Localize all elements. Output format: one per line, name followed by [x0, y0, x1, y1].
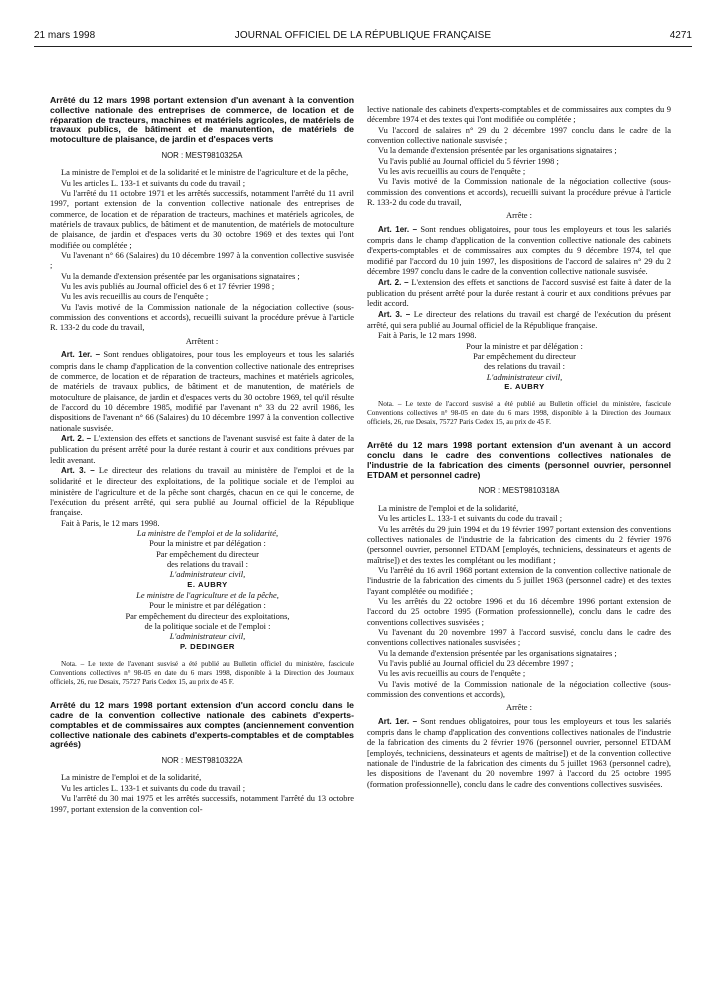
- right-column: [367, 104, 671, 789]
- signature-line: L'administrateur civil,: [169, 631, 246, 642]
- nota-note: Nota. – Le texte de l'accord susvisé a été publié au Bulletin officiel du ministère, fascicule Conventions collectives n° 98-05 en date du 6 mars 1998, disponible à la Direction des Journaux officiels, 26, rue Desaix, 75727 Paris Cedex 15, au prix de 45 F.: [367, 400, 671, 427]
- article-paragraph: [50, 465, 354, 518]
- section-gap: [50, 687, 354, 701]
- signatory-name: P. DEDINGER: [180, 641, 235, 651]
- article-label: Art. 3. –: [61, 465, 95, 475]
- body-paragraph: Vu l'avis motivé de la Commission nationale de la négociation collective (sous-commission des conventions et accords), recueilli suivant la procédure prévue à l'article R. 133-2 du code du travail,: [50, 301, 354, 333]
- body-paragraph: Vu la demande d'extension présentée par les organisations signataires ;: [378, 145, 617, 156]
- body-paragraph: Vu les articles L. 133-1 et suivants du code du travail ;: [61, 782, 246, 793]
- signatory-name: E. AUBRY: [187, 579, 228, 589]
- article-paragraph: [367, 224, 671, 277]
- body-paragraph: Vu les avis publiés au Journal officiel des 6 et 17 février 1998 ;: [61, 281, 275, 292]
- body-paragraph: Vu les arrêtés du 22 octobre 1996 et du 16 décembre 1996 portant extension de l'accord du 25 octobre 1995 (Formation professionnelle), conclu dans le cadre des conventions collectives susvisées ;: [367, 595, 671, 627]
- body-paragraph: Vu l'avenant n° 66 (Salaires) du 10 décembre 1997 à la convention collective susvisée ;: [50, 250, 354, 271]
- article-label: Art. 1er. –: [378, 716, 418, 726]
- body-paragraph: Vu l'arrêté du 30 mai 1975 et les arrêtés successifs, notamment l'arrêté du 13 octobre 1997, portant extension de la convention col-: [50, 793, 354, 814]
- body-paragraph: Vu la demande d'extension présentée par les organisations signataires ;: [61, 270, 300, 281]
- article-paragraph: [367, 277, 671, 309]
- article-label: Art. 3. –: [378, 309, 411, 319]
- signature-line: de la politique sociale et de l'emploi :: [144, 621, 271, 632]
- body-paragraph: Vu les arrêtés du 29 juin 1994 et du 19 février 1997 portant extension des conventions collectives nationales de l'industrie de la fabrication des ciments du 2 février 1976 (personnel ouvrier, personnel ETDAM [employés, techniciens, dessinateurs et agents de maîtrise]) et des textes les complétant ou les modifiant ;: [367, 523, 671, 565]
- section-gap: [367, 427, 671, 441]
- article-paragraph: [367, 716, 671, 789]
- continued-paragraph: lective nationale des cabinets d'experts-comptables et de commissaires aux comptes du 9 décembre 1974 et des textes qui l'ont modifiée ou complétée ;: [367, 104, 671, 125]
- decree-title: Arrêté du 12 mars 1998 portant extension d'un accord conclu dans le cadre de la convention collective nationale des cabinets d'experts-comptables et de commissaires aux comptes (anciennement convention collective nationale des cabinets d'experts-comptables et de comptables agréés): [50, 700, 354, 750]
- signature-line: des relations du travail :: [483, 361, 566, 372]
- article-text: Sont rendues obligatoires, pour tous les employeurs et tous les salariés compris dans le champ d'application de la convention collective nationale des entreprises de commerce, de location et de réparation de tracteurs, machines et matériels agricoles, de matériels de travaux publics, de bâtiment et de manutention, de matériels de motoculture de plaisance, de jardin et d'espaces verts du 30 octobre 1969, tel qu'il résulte de l'accord du 10 décembre 1985, modifié par l'avenant n° 33 du 22 avril 1986, les dispositions de l'avenant n° 66 (Salaires) du 10 décembre 1997 à la convention collective nationale susvisée.: [50, 349, 354, 433]
- body-paragraph: La ministre de l'emploi et de la solidarité,: [378, 502, 519, 513]
- body-paragraph: Vu les articles L. 133-1 et suivants du code du travail ;: [378, 513, 563, 524]
- body-paragraph: Vu les avis recueillis au cours de l'enquête ;: [378, 166, 526, 177]
- article-label: Art. 2. –: [378, 277, 409, 287]
- page-number: 4271: [669, 30, 692, 41]
- signature-line: Par empêchement du directeur: [156, 548, 259, 559]
- arrete-heading: Arrête :: [505, 702, 532, 713]
- signature-line: des relations du travail :: [166, 559, 249, 570]
- body-paragraph: La ministre de l'emploi et de la solidarité et le ministre de l'agriculture et de la pêche,: [61, 167, 349, 178]
- header-rule: [34, 46, 692, 47]
- article-label: Art. 1er. –: [378, 224, 418, 234]
- nor-reference: NOR : MEST9810322A: [161, 756, 243, 766]
- signature-line: Le ministre de l'agriculture et de la pêche,: [136, 590, 279, 601]
- signature-line: La ministre de l'emploi et de la solidarité,: [136, 528, 279, 539]
- page-header: [34, 30, 692, 44]
- arrete-heading: Arrêtent :: [185, 335, 219, 346]
- left-column: [50, 96, 354, 814]
- signature-line: L'administrateur civil,: [169, 569, 246, 580]
- body-paragraph: Vu l'avenant du 20 novembre 1997 à l'accord susvisé, conclu dans le cadre des conventions collectives nationales susvisées ;: [367, 626, 671, 648]
- article-text: Le directeur des relations du travail au ministère de l'emploi et de la solidarité et le directeur des exploitations, de la politique sociale et de l'emploi au ministère de l'agriculture et de la pêche sont chargés, chacun en ce qui le concerne, de l'exécution du présent arrêté, qui sera publié au Journal officiel de la République française.: [50, 464, 355, 518]
- body-paragraph: Vu l'arrêté du 16 avril 1968 portant extension de la convention collective nationale de l'industrie de la fabrication des ciments du 5 juillet 1963 (personnel cadre) et des textes l'ayant complétée ou modifiée ;: [367, 564, 671, 596]
- nor-reference: NOR : MEST9810318A: [478, 486, 560, 496]
- article-paragraph: [50, 349, 354, 433]
- article-label: Art. 1er. –: [61, 350, 101, 360]
- nota-note: Nota. – Le texte de l'avenant susvisé a été publié au Bulletin officiel du ministère, fascicule Conventions collectives n° 98-05 en date du 6 mars 1998, disponible à la Direction des Journaux officiels, 26, rue Desaix, 75727 Paris Cedex 15, au prix de 45 F.: [50, 660, 354, 687]
- signature-line: Pour le ministre et par délégation :: [149, 600, 266, 611]
- signature-line: L'administrateur civil,: [486, 371, 563, 382]
- article-label: Art. 2. –: [61, 433, 92, 443]
- article-paragraph: [50, 433, 354, 465]
- signature-line: Par empêchement du directeur: [473, 350, 576, 361]
- signature-line: Pour la ministre et par délégation :: [466, 340, 583, 351]
- body-paragraph: Fait à Paris, le 12 mars 1998.: [378, 330, 477, 341]
- article-text: Sont rendues obligatoires, pour tous les employeurs et tous les salariés compris dans le champ d'application de la convention collective nationale des cabinets d'experts-comptables et de commissaires aux comptes du 9 décembre 1974, tel que modifié par l'accord du 10 juin 1997, les dispositions de l'accord de salaires n° 29 du 2 décembre 1997 conclu dans le cadre de la convention collective nationale susvisée.: [367, 223, 671, 277]
- body-paragraph: Vu l'avis motivé de la Commission nationale de la négociation collective (sous-commission des conventions et accords),: [367, 678, 671, 699]
- body-paragraph: La ministre de l'emploi et de la solidarité,: [61, 772, 202, 783]
- article-text: L'extension des effets et sanctions de l'accord susvisé est faite à dater de la publication du présent arrêté pour la durée restant à courir et aux conditions prévues par ledit accord.: [367, 276, 672, 309]
- article-text: L'extension des effets et sanctions de l'avenant susvisé est faite à dater de la publication du présent arrêté pour la durée restant à courir et aux conditions prévues par ledit avenant.: [50, 432, 355, 465]
- article-paragraph: [367, 309, 671, 331]
- article-text: Sont rendues obligatoires, pour tous les employeurs et tous les salariés compris dans le champ d'application des conventions collectives nationales de l'industrie de la fabrication des ciments du 2 février 1976 (personnel ouvrier, personnel ETDAM [employés, techniciens, dessinateurs et agents de maîtrise]) et de la convention collective nationale de l'industrie de la fabrication des ciments du 5 juillet 1963 (personnel cadre), les dispositions de l'avenant du 20 novembre 1997 à l'accord du 25 octobre 1995 (formation professionnelle), conclu dans le cadre des conventions collectives susvisées.: [367, 715, 671, 789]
- arrete-heading: Arrête :: [505, 210, 532, 221]
- header-date: 21 mars 1998: [34, 30, 96, 41]
- journal-title: JOURNAL OFFICIEL DE LA RÉPUBLIQUE FRANÇAISE: [234, 30, 492, 41]
- signatory-name: E. AUBRY: [504, 381, 545, 391]
- nor-reference: NOR : MEST9810325A: [161, 150, 243, 160]
- body-paragraph: Vu l'avis motivé de la Commission nationale de la négociation collective (sous-commission des conventions et accords), recueilli suivant la procédure prévue à l'article R. 133-2 du code du travail,: [367, 176, 671, 208]
- signature-line: Par empêchement du directeur des exploitations,: [125, 610, 290, 621]
- body-paragraph: Vu les avis recueillis au cours de l'enquête ;: [378, 668, 526, 679]
- body-paragraph: Vu l'avis publié au Journal officiel du 23 décembre 1997 ;: [378, 657, 574, 668]
- decree-title: Arrêté du 12 mars 1998 portant extension d'un avenant à la convention collective nationale des entreprises de commerce, de location et de réparation de tracteurs, machines et matériels agricoles, de matériels de travaux publics, de bâtiment et de manutention, de matériels de motoculture de plaisance, de jardin et d'espaces verts: [50, 95, 354, 145]
- body-paragraph: Vu l'avis publié au Journal officiel du 5 février 1998 ;: [378, 155, 559, 166]
- decree-title: Arrêté du 12 mars 1998 portant extension d'un avenant à un accord conclu dans le cadre des conventions collectives nationales de l'industrie de la fabrication des ciments (personnel ouvrier, personnel ETDAM et personnel cadre): [367, 440, 671, 480]
- body-paragraph: Vu la demande d'extension présentée par les organisations signataires ;: [378, 647, 617, 658]
- body-paragraph: Vu les articles L. 133-1 et suivants du code du travail ;: [61, 177, 246, 188]
- body-paragraph: Vu les avis recueillis au cours de l'enquête ;: [61, 291, 209, 302]
- body-paragraph: Fait à Paris, le 12 mars 1998.: [61, 517, 160, 528]
- article-text: Le directeur des relations du travail est chargé de l'exécution du présent arrêté, qui sera publié au Journal officiel de la République française.: [367, 308, 672, 330]
- body-paragraph: Vu l'arrêté du 11 octobre 1971 et les arrêtés successifs, notamment l'arrêté du 11 avril 1997, portant extension de la convention collective nationale des entreprises de commerce, de location et de réparation de tracteurs, machines et matériels agricoles, de matériels de travaux publics, de bâtiment et de manutention, de matériels de motoculture de plaisance, de jardin et d'espaces verts du 30 octobre 1969 et des textes qui l'ont modifiée ou complétée ;: [50, 188, 354, 250]
- signature-line: Pour la ministre et par délégation :: [149, 538, 266, 549]
- body-paragraph: Vu l'accord de salaires n° 29 du 2 décembre 1997 conclu dans le cadre de la convention collective nationale susvisée ;: [367, 124, 671, 146]
